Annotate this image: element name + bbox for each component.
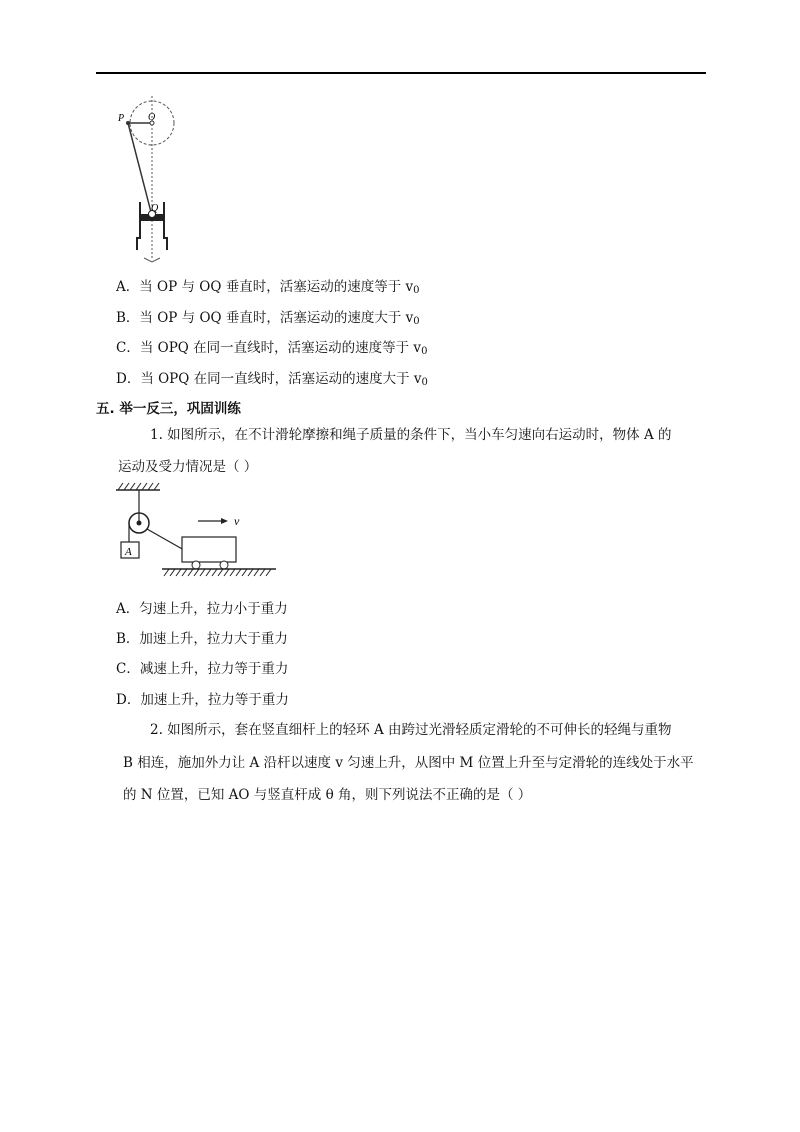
label-o: O — [148, 112, 156, 123]
q1-stem-line1: 1. 如图所示，在不计滑轮摩擦和绳子质量的条件下，当小车匀速向右运动时，物体 A 的 — [150, 427, 672, 443]
q2-stem-line2: B 相连，施加外力让 A 沿杆以速度 v 匀速上升，从图中 M 位置上升至与定滑轮的连线处于水平 — [123, 755, 694, 771]
prev-option-a[interactable]: A．当 OP 与 OQ 垂直时，活塞运动的速度等于 $v_0$ — [116, 279, 420, 296]
q1-option-c[interactable]: C．减速上升，拉力等于重力 — [116, 661, 289, 677]
crank-piston-figure — [110, 92, 200, 264]
q1-option-b[interactable]: B．加速上升，拉力大于重力 — [116, 631, 288, 647]
q2-stem-line1: 2. 如图所示，套在竖直细杆上的轻环 A 由跨过光滑轻质定滑轮的不可伸长的轻绳与重物 — [150, 722, 672, 738]
q1-option-d[interactable]: D．加速上升，拉力等于重力 — [116, 692, 289, 708]
label-q: Q — [151, 203, 159, 214]
label-p: P — [118, 113, 125, 124]
prev-option-c[interactable]: C．当 OPQ 在同一直线时，活塞运动的速度等于 $v_0$ — [116, 340, 428, 357]
cart — [182, 537, 236, 562]
q2-stem-line3: 的 N 位置，已知 AO 与竖直杆成 θ 角，则下列说法不正确的是（ ） — [123, 787, 532, 803]
label-a: A — [125, 546, 132, 558]
q1-option-a[interactable]: A．匀速上升，拉力小于重力 — [116, 601, 288, 617]
pulley-cart-figure — [110, 480, 280, 580]
rope — [147, 529, 184, 550]
header-rule — [96, 72, 706, 74]
label-v: v — [234, 514, 240, 528]
prev-option-b[interactable]: B．当 OP 与 OQ 垂直时，活塞运动的速度大于 $v_0$ — [116, 310, 420, 327]
section-title: 五. 举一反三，巩固训练 — [96, 401, 241, 417]
prev-option-d[interactable]: D．当 OPQ 在同一直线时，活塞运动的速度大于 $v_0$ — [116, 371, 428, 388]
q1-stem-line2: 运动及受力情况是（ ） — [118, 459, 258, 475]
